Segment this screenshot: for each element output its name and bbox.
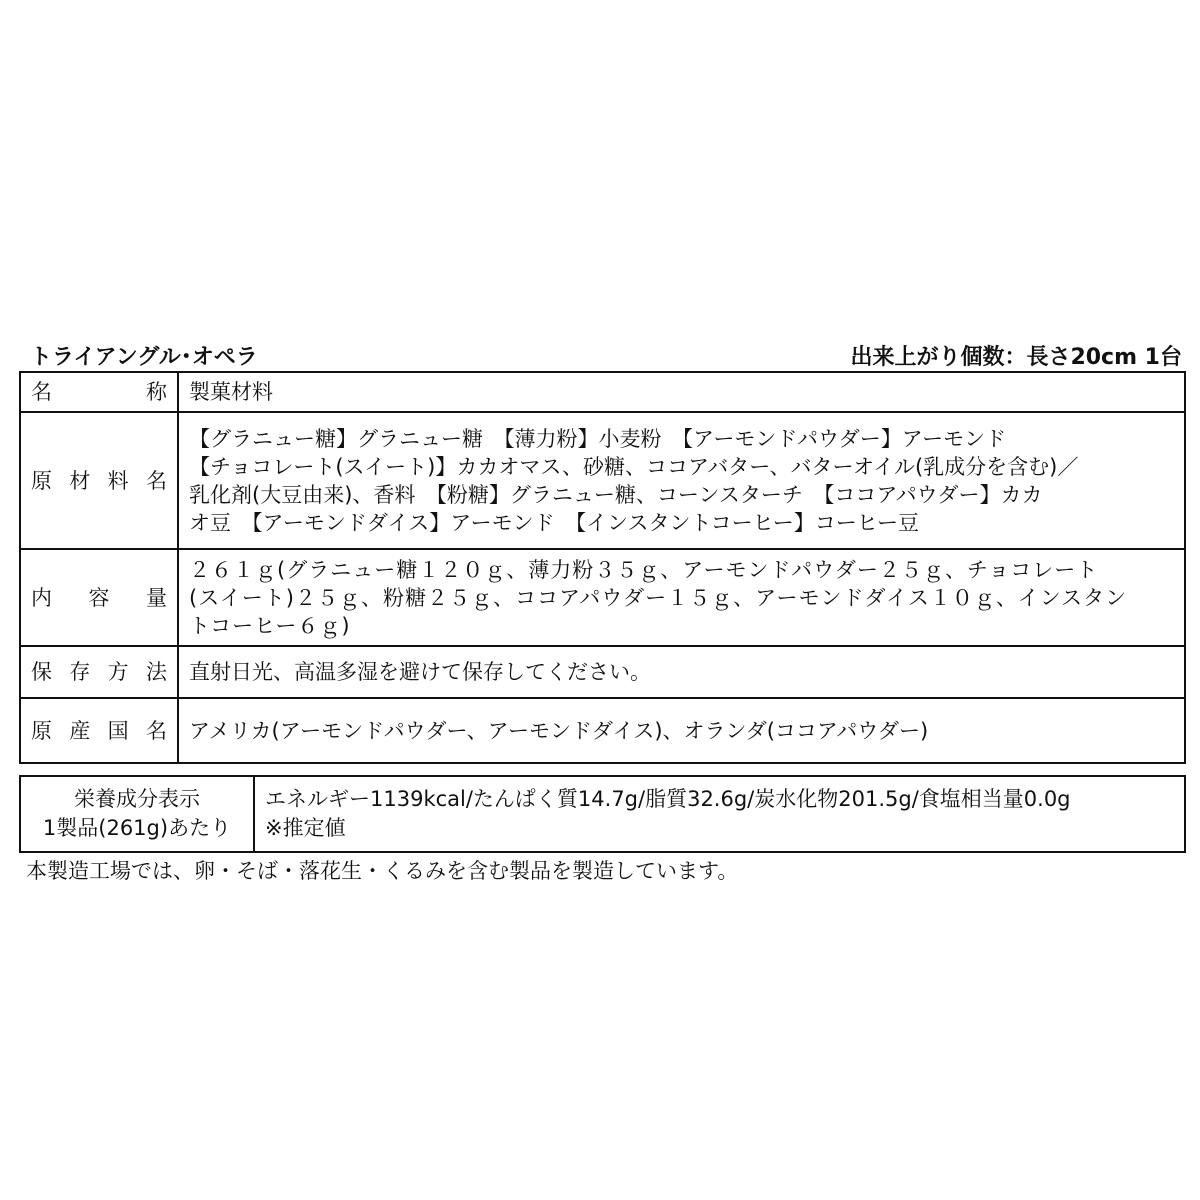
table-row-origin <box>20 698 1185 763</box>
ingredients-line: オ豆 【アーモンドダイス】アーモンド 【インスタントコーヒー】コーヒー豆 <box>189 510 919 535</box>
contents-line: トコーヒー６ｇ) <box>189 613 351 638</box>
nutrition-value-line: エネルギー1139kcal/たんぱく質14.7g/脂質32.6g/炭水化物201.5g/食塩相当量0.0g <box>265 787 1071 811</box>
row-value-contents <box>178 549 1185 646</box>
table-row-ingredients <box>20 412 1185 549</box>
yield-info: 出来上がり個数：長さ20cm 1台 <box>850 345 1182 370</box>
row-value-ingredients <box>178 412 1185 549</box>
row-label-name: 名 称 <box>20 372 178 412</box>
row-label-ingredients: 原材料名 <box>20 412 178 549</box>
row-value-storage: 直射日光、高温多湿を避けて保存してください。 <box>178 646 1185 698</box>
nutrition-label-line: 栄養成分表示 <box>74 787 200 811</box>
nutrition-label-line: 1製品(261g)あたり <box>42 816 232 840</box>
nutrition-note: ※推定値 <box>265 816 346 840</box>
ingredients-line: 【チョコレート(スイート)】カカオマス、砂糖、ココアバター、バターオイル(乳成分を含む)／ <box>189 454 1079 479</box>
nutrition-row <box>20 776 1185 852</box>
ingredients-line: 乳化剤(大豆由来)、香料 【粉糖】グラニュー糖、コーンスターチ 【ココアパウダー】カカ <box>189 482 1043 507</box>
table-row-contents <box>20 549 1185 646</box>
nutrition-label <box>20 776 254 852</box>
nutrition-value <box>254 776 1185 852</box>
row-label-origin: 原産国名 <box>20 698 178 763</box>
product-title: トライアングル･オペラ <box>30 345 258 370</box>
ingredients-line: 【グラニュー糖】グラニュー糖 【薄力粉】小麦粉 【アーモンドパウダー】アーモンド <box>189 426 1007 451</box>
nutrition-table <box>19 775 1186 853</box>
contents-line: ２６１ｇ(グラニュー糖１２０ｇ、薄力粉３５ｇ、アーモンドパウダー２５ｇ、チョコレート <box>189 557 1099 582</box>
row-label-storage: 保存方法 <box>20 646 178 698</box>
product-label-table <box>19 371 1186 764</box>
allergen-note: 本製造工場では、卵・そば・落花生・くるみを含む製品を製造しています。 <box>26 859 739 883</box>
label-header <box>30 340 1182 370</box>
table-row-name <box>20 372 1185 412</box>
row-value-origin: アメリカ(アーモンドパウダー、アーモンドダイス)、オランダ(ココアパウダー) <box>178 698 1185 763</box>
contents-line: (スイート)２５ｇ、粉糖２５ｇ、ココアパウダー１５ｇ、アーモンドダイス１０ｇ、インスタン <box>189 585 1128 610</box>
table-row-storage <box>20 646 1185 698</box>
row-label-contents: 内容量 <box>20 549 178 646</box>
row-value-name: 製菓材料 <box>178 372 1185 412</box>
